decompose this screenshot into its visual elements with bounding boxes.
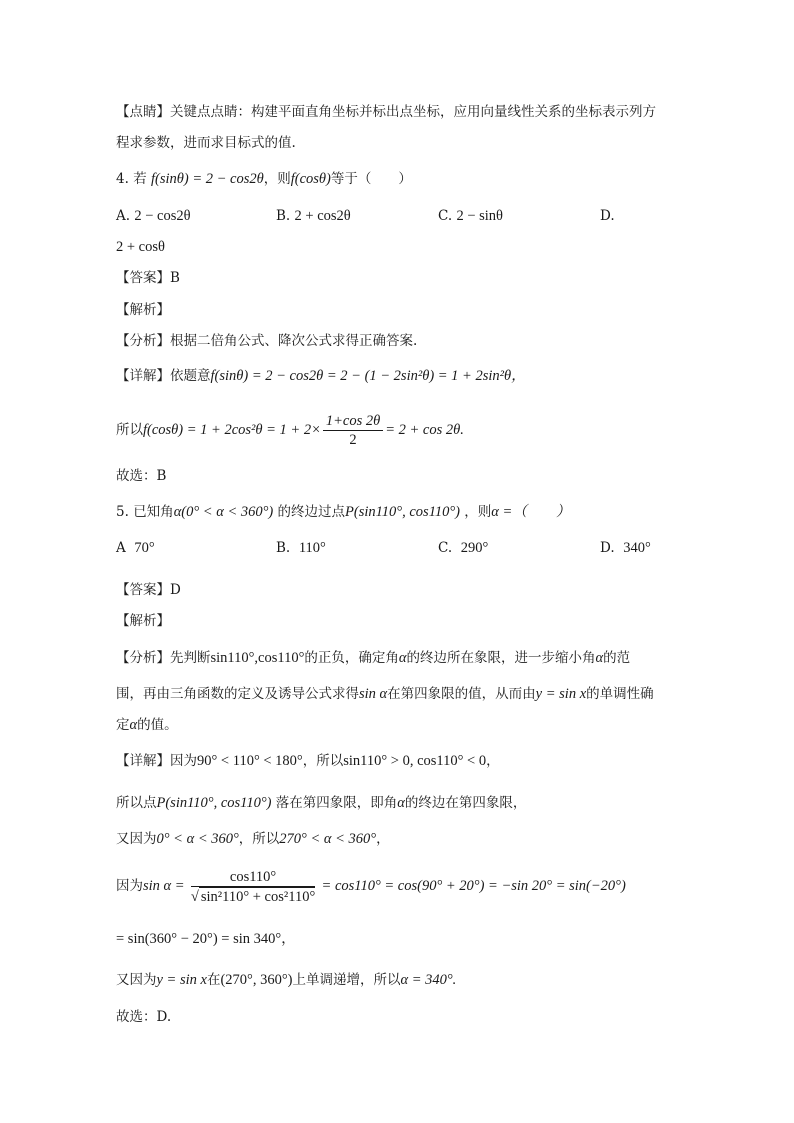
- fraction: [323, 412, 383, 449]
- xiangjie-equation: f(sinθ) = 2 − cos2θ = 2 − (1 − 2sin²θ) = 1 + 2sin²θ，: [210, 368, 526, 384]
- step-right: = 2 + cos 2θ.: [385, 422, 464, 438]
- math: 0° < α < 360°: [156, 831, 239, 847]
- q5-stem-mid: 的终边过点: [277, 504, 346, 520]
- q5-fenxi-line-3: [116, 715, 178, 735]
- option-label: D.: [600, 208, 615, 224]
- math: 90° < 110° < 180°: [197, 753, 303, 769]
- xiangjie-prefix: 依题意: [170, 368, 211, 384]
- q5-option-a: [116, 538, 155, 558]
- dianjing-line-1: [116, 102, 656, 122]
- dianjing-tag: 【点睛】: [116, 104, 170, 120]
- q4-option-d-label: [600, 206, 615, 226]
- q5-detail-6: [116, 970, 456, 990]
- text: 定: [116, 717, 130, 733]
- q5-stem-suffix: ，则: [464, 504, 492, 520]
- text: 的正负，确定角: [304, 650, 399, 666]
- text: ，所以: [238, 831, 280, 847]
- q4-stem-mid: ，则: [263, 171, 291, 187]
- text: 的范: [603, 650, 631, 666]
- analysis-tag: 【解析】: [116, 613, 170, 629]
- fraction-numerator: 1+cos 2θ: [323, 412, 383, 431]
- option-label: C.: [438, 540, 453, 556]
- q4-analysis-tag: [116, 300, 170, 320]
- q4-stem-condition: f(sinθ) = 2 − cos2θ: [150, 171, 264, 187]
- text: ，所以: [302, 753, 344, 769]
- math: α: [595, 650, 604, 666]
- text: 的终边所在象限，进一步缩小角: [406, 650, 596, 666]
- q5-stem: [116, 502, 570, 522]
- q4-conclusion: [116, 466, 166, 486]
- q4-step-2: [116, 411, 464, 449]
- q5-analysis-tag: [116, 611, 170, 631]
- q5-detail-2: [116, 793, 526, 813]
- text: 的单调性确: [586, 686, 654, 702]
- dianjing-line-2: [116, 133, 296, 153]
- text: 因为: [116, 878, 143, 894]
- q5-detail-5: [116, 929, 296, 949]
- q5-stem-point: P(sin110°, cos110°): [345, 504, 460, 520]
- q4-option-b: [276, 206, 351, 226]
- text: 落在第四象限，即角: [275, 795, 398, 811]
- fenxi-tag: 【分析】: [116, 333, 170, 349]
- option-label: D.: [600, 540, 615, 556]
- option-text: 70°: [134, 540, 155, 556]
- q4-number: 4.: [116, 171, 129, 187]
- q5-answer: [116, 580, 181, 600]
- math: α = 340°.: [400, 972, 457, 988]
- option-label: B.: [276, 540, 291, 556]
- conclusion-text: 故选：B: [116, 468, 167, 484]
- text: 的值。: [137, 717, 178, 733]
- q5-detail-3: [116, 829, 390, 849]
- q4-option-a: [116, 206, 191, 226]
- q4-answer: [116, 268, 180, 288]
- math: α: [129, 717, 138, 733]
- text: 围，再由三角函数的定义及诱导公式求得: [116, 686, 359, 702]
- dianjing-text-2: 程求参数，进而求目标式的值.: [116, 135, 296, 151]
- text: ，: [376, 831, 390, 847]
- math: sin110°,cos110°: [210, 650, 305, 666]
- option-text: 2 − sinθ: [456, 208, 503, 224]
- q5-detail-4: [116, 866, 626, 906]
- q5-conclusion: [116, 1007, 171, 1027]
- fraction: [191, 868, 315, 906]
- q5-stem-angle: α(0° < α < 360°): [173, 504, 274, 520]
- math: α: [397, 795, 405, 811]
- text: 先判断: [170, 650, 211, 666]
- q4-stem-ask: f(cosθ): [290, 171, 331, 187]
- q5-stem-prefix: 已知角: [133, 504, 174, 520]
- analysis-tag: 【解析】: [116, 302, 170, 318]
- fraction-numerator: cos110°: [191, 868, 315, 887]
- math: 270° < α < 360°: [279, 831, 377, 847]
- option-label: A: [116, 540, 126, 556]
- option-label: B.: [276, 208, 291, 224]
- math: sin α: [359, 686, 388, 702]
- option-label: C.: [438, 208, 453, 224]
- q4-option-c: [438, 206, 503, 226]
- option-text: 2 − cos2θ: [134, 208, 191, 224]
- q4-stem-suffix: 等于（ ）: [330, 171, 412, 187]
- math: P(sin110°, cos110°): [156, 795, 272, 811]
- text: 所以点: [116, 795, 157, 811]
- math: sin α =: [143, 878, 185, 894]
- q4-option-d-text: [116, 237, 165, 257]
- answer-tag: 【答案】: [116, 582, 170, 598]
- fraction-denominator: 2: [349, 432, 357, 448]
- text: 又因为: [116, 972, 157, 988]
- q4-xiangjie: [116, 366, 526, 386]
- answer-tag: 【答案】: [116, 270, 170, 286]
- math: y = sin x: [156, 972, 207, 988]
- conclusion-text: 故选：D.: [116, 1009, 172, 1025]
- fenxi-text: 根据二倍角公式、降次公式求得正确答案.: [170, 333, 418, 349]
- q5-fenxi-line-1: [116, 648, 630, 668]
- q5-fenxi-line-2: [116, 684, 654, 704]
- xiangjie-tag: 【详解】: [116, 753, 170, 769]
- q5-stem-ask: α =（ ）: [491, 504, 571, 520]
- text: ，: [486, 753, 500, 769]
- answer-value: D: [170, 582, 181, 598]
- option-text: 290°: [460, 540, 489, 556]
- math: y = sin x: [535, 686, 587, 702]
- answer-value: B: [170, 270, 180, 286]
- q4-stem-prefix: 若: [133, 171, 147, 187]
- step-prefix: 所以: [116, 422, 143, 438]
- q4-stem: [116, 169, 412, 189]
- sqrt-body: sin²110° + cos²110°: [200, 888, 316, 905]
- q5-number: 5.: [116, 504, 129, 520]
- text: 在: [206, 972, 221, 988]
- dianjing-text-1: 关键点点睛：构建平面直角坐标并标出点坐标，应用向量线性关系的坐标表示列方: [170, 104, 656, 120]
- q4-fenxi: [116, 331, 417, 351]
- option-text: 2 + cos2θ: [294, 208, 351, 224]
- math: α: [398, 650, 407, 666]
- text: 的终边在第四象限，: [404, 795, 527, 811]
- option-text: 2 + cosθ: [116, 239, 165, 255]
- math: sin110° > 0, cos110° < 0: [343, 753, 487, 769]
- fenxi-tag: 【分析】: [116, 650, 170, 666]
- text: 在第四象限的值，从而由: [387, 686, 536, 702]
- q5-detail-1: [116, 751, 500, 771]
- q5-option-d: [600, 538, 651, 558]
- math: = cos110° = cos(90° + 20°) = −sin 20° = sin(−20°): [321, 878, 626, 894]
- fraction-denominator: √ sin²110° + cos²110°: [190, 888, 316, 905]
- q5-option-c: [438, 538, 488, 558]
- text: 又因为: [116, 831, 157, 847]
- math: (270°, 360°): [220, 972, 293, 988]
- step-left: f(cosθ) = 1 + 2cos²θ = 1 + 2×: [143, 422, 321, 438]
- text: 上单调递增，所以: [292, 972, 401, 988]
- option-text: 340°: [623, 540, 651, 556]
- xiangjie-tag: 【详解】: [116, 368, 170, 384]
- q5-option-b: [276, 538, 326, 558]
- text: 因为: [170, 753, 197, 769]
- math: = sin(360° − 20°) = sin 340°，: [116, 931, 296, 947]
- option-text: 110°: [298, 540, 326, 556]
- option-label: A.: [116, 208, 131, 224]
